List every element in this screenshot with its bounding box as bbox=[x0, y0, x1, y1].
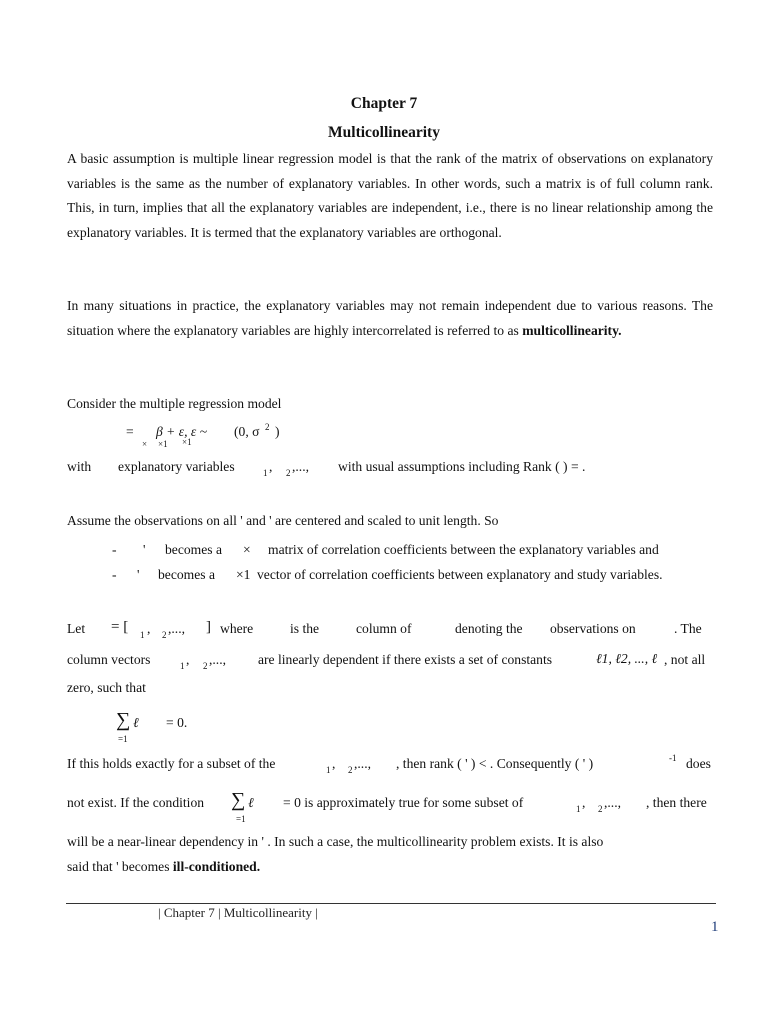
column-of-text: column of bbox=[356, 621, 412, 636]
regression-equation bbox=[120, 422, 320, 452]
bullet-dash: - bbox=[112, 542, 117, 557]
ellipsis: ,..., bbox=[292, 459, 309, 474]
subscript: 2 bbox=[286, 468, 291, 478]
matrix-open: = [ bbox=[111, 619, 129, 635]
constants-list: ℓ1, ℓ2, ..., ℓ bbox=[596, 651, 658, 666]
paragraph-multicollinearity-definition bbox=[67, 294, 713, 343]
bullet-text: matrix of correlation coefficients between the explanatory variables and bbox=[268, 542, 659, 557]
matrix-close: ] bbox=[206, 619, 211, 635]
chapter-title-heading: Multicollinearity bbox=[328, 124, 440, 141]
rank-assumption: with usual assumptions including Rank ( ) = . bbox=[338, 459, 586, 474]
footer-divider bbox=[66, 903, 716, 904]
comma: , bbox=[582, 795, 586, 810]
where-text: where bbox=[220, 621, 254, 636]
model-intro: Consider the multiple regression model bbox=[67, 396, 282, 411]
superscript-inverse: -1 bbox=[669, 753, 677, 763]
column-vectors-text: column vectors bbox=[67, 652, 151, 667]
subscript: 2 bbox=[598, 804, 603, 814]
then-there-text: , then there bbox=[646, 795, 707, 810]
comma: , bbox=[147, 621, 151, 636]
subscript: 2 bbox=[348, 765, 353, 775]
equation-sub: × bbox=[142, 439, 148, 449]
with-text: with bbox=[67, 459, 92, 474]
approx-condition-text: = 0 is approximately true for some subset of bbox=[283, 795, 524, 810]
footer-chapter-label: | Chapter 7 | Multicollinearity | bbox=[158, 905, 318, 920]
summation-index: =1 bbox=[118, 734, 128, 744]
bullet-text: becomes a bbox=[165, 542, 222, 557]
is-the-text: is the bbox=[290, 621, 320, 636]
bullet-dash: - bbox=[112, 567, 117, 582]
comma: , bbox=[186, 652, 190, 667]
not-all-text: , not all bbox=[664, 652, 706, 667]
ellipsis: ,..., bbox=[168, 621, 185, 636]
exact-subset-text: If this holds exactly for a subset of the bbox=[67, 756, 276, 771]
zero-such-that: zero, such that bbox=[67, 680, 146, 695]
equation-sub: ×1 bbox=[158, 439, 168, 449]
not-exist-text: not exist. If the condition bbox=[67, 795, 205, 810]
comma: , bbox=[269, 459, 273, 474]
equation-sub: ×1 bbox=[182, 437, 192, 447]
said-that-text: said that ' becomes bbox=[67, 859, 170, 874]
sentence-end: . The bbox=[674, 621, 702, 636]
times-symbol: × bbox=[243, 542, 251, 557]
equation-distribution: (0, σ bbox=[234, 424, 260, 439]
bullet-text: becomes a bbox=[158, 567, 215, 582]
ell-symbol: ℓ bbox=[248, 795, 254, 810]
summation-symbol: ∑ bbox=[116, 709, 131, 731]
paragraph-text: In many situations in practice, the explanatory variables may not remain independent due to various reasons. The situation where the explanatory variables are highly intercorrelated is referred to as bbox=[67, 298, 713, 338]
subscript: 1 bbox=[140, 630, 145, 640]
comma: , bbox=[332, 756, 336, 771]
subscript: 1 bbox=[180, 661, 185, 671]
subscript: 2 bbox=[162, 630, 167, 640]
ellipsis: ,..., bbox=[209, 652, 226, 667]
subscript: 1 bbox=[326, 765, 331, 775]
subscript: 1 bbox=[263, 468, 268, 478]
times-symbol: ×1 bbox=[236, 567, 251, 582]
equation-equals: = bbox=[126, 424, 134, 439]
term-ill-conditioned: ill-conditioned. bbox=[172, 859, 261, 874]
ell-symbol: ℓ bbox=[133, 715, 139, 730]
equation-body: β + ε, ε ~ bbox=[156, 424, 208, 439]
subscript: 1 bbox=[576, 804, 581, 814]
near-linear-text: will be a near-linear dependency in ' . In such a case, the multicollinearity problem exists. It is also bbox=[67, 834, 604, 849]
ill-conditioned-sentence bbox=[67, 859, 260, 875]
assume-line: Assume the observations on all ' and ' are centered and scaled to unit length. So bbox=[67, 513, 499, 528]
explanatory-variables-text: explanatory variables bbox=[118, 459, 235, 474]
bullet-text: vector of correlation coefficients between explanatory and study variables. bbox=[257, 567, 663, 582]
dependency-text: are linearly dependent if there exists a set of constants bbox=[258, 652, 553, 667]
page-number: 1 bbox=[711, 919, 719, 935]
rank-consequence: , then rank ( ' ) < . Consequently ( ' ) bbox=[396, 756, 594, 771]
ellipsis: ,..., bbox=[604, 795, 621, 810]
bullet-prime: ' bbox=[143, 542, 146, 557]
equation-superscript: 2 bbox=[265, 422, 270, 432]
summation-index: =1 bbox=[236, 814, 246, 824]
observations-on-text: observations on bbox=[550, 621, 636, 636]
paragraph-assumption: A basic assumption is multiple linear regression model is that the rank of the matrix of observations on explanatory variables is the same as the number of explanatory variables. In other words, such a matrix is of full column rank. This, in turn, implies that all the explanatory variables are independent, i.e., there is no linear relationship among the explanatory variables. It is termed that the explanatory variables are orthogonal. bbox=[67, 151, 713, 240]
chapter-number-heading: Chapter 7 bbox=[350, 95, 418, 112]
denoting-text: denoting the bbox=[455, 621, 523, 636]
subscript: 2 bbox=[203, 661, 208, 671]
ellipsis: ,..., bbox=[354, 756, 371, 771]
bullet-prime: ' bbox=[137, 567, 140, 582]
term-multicollinearity: multicollinearity. bbox=[522, 322, 622, 338]
summation-symbol: ∑ bbox=[231, 789, 246, 811]
equation-close: ) bbox=[275, 424, 280, 439]
let-text: Let bbox=[67, 621, 86, 636]
does-text: does bbox=[686, 756, 711, 771]
equals-zero: = 0. bbox=[166, 715, 188, 730]
